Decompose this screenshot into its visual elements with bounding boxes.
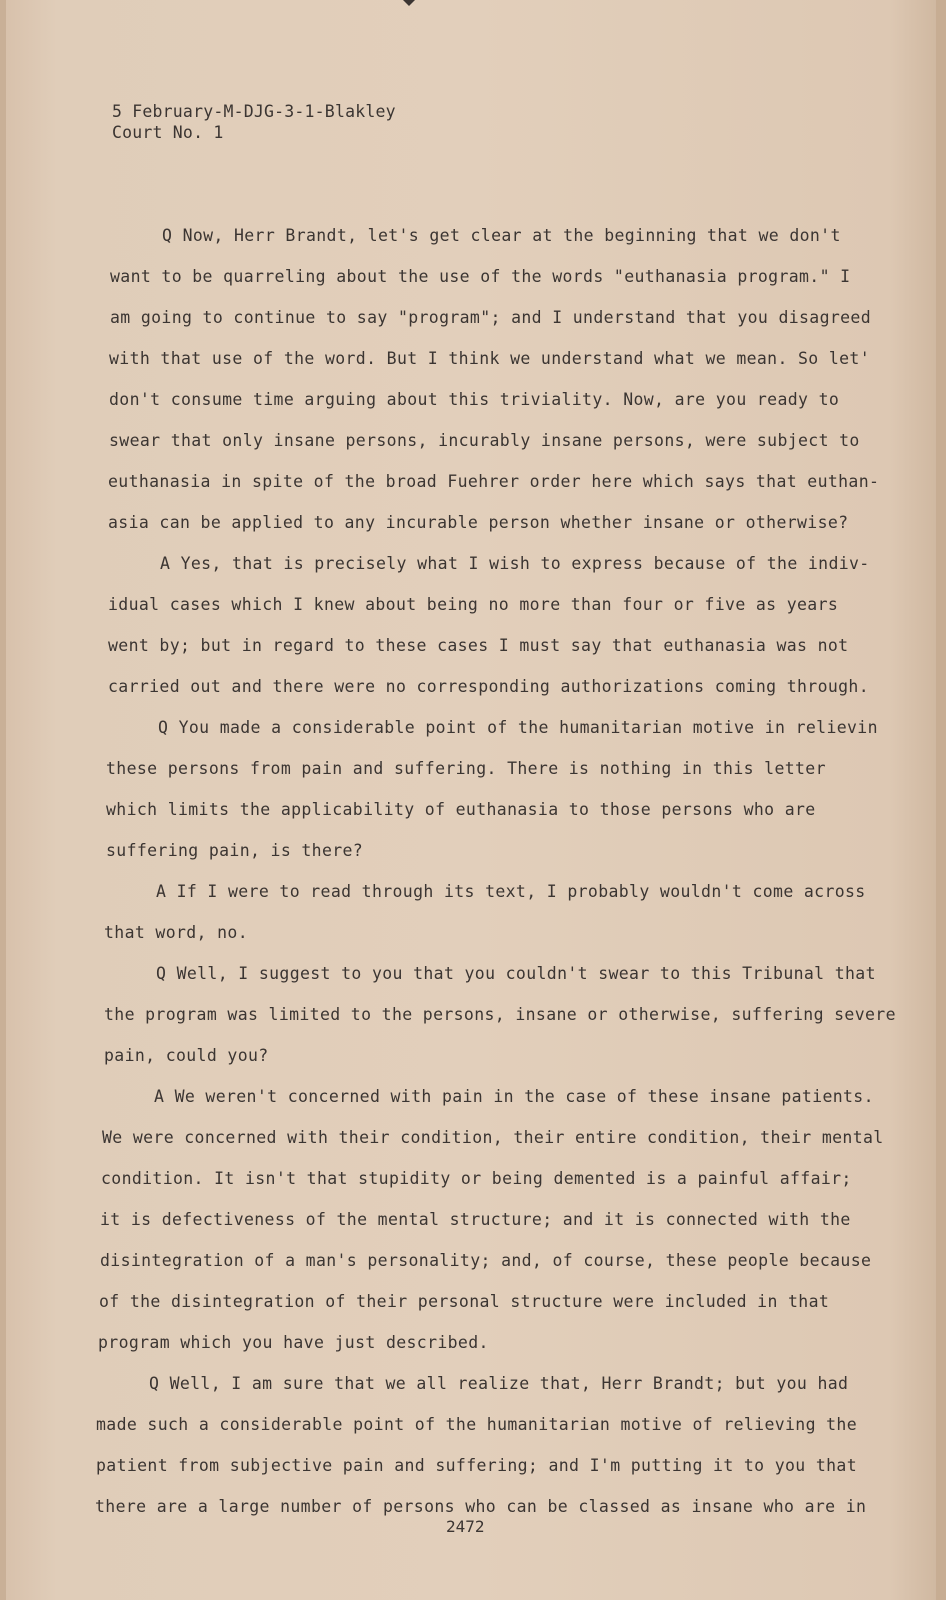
transcript-line: A We weren't concerned with pain in the case of these insane patients.	[154, 1087, 874, 1106]
transcript-line: swear that only insane persons, incurably insane persons, were subject to	[109, 431, 860, 450]
page-left-edge	[0, 0, 6, 1600]
transcript-line: euthanasia in spite of the broad Fuehrer order here which says that euthan-	[108, 472, 880, 491]
page-number: 2472	[446, 1517, 485, 1536]
transcript-line: A If I were to read through its text, I probably wouldn't come across	[156, 882, 866, 901]
transcript-line: don't consume time arguing about this triviality. Now, are you ready to	[109, 390, 840, 409]
transcript-line: suffering pain, is there?	[106, 841, 364, 860]
transcript-line: Q You made a considerable point of the humanitarian motive in relievin	[158, 718, 878, 737]
transcript-line: these persons from pain and suffering. There is nothing in this letter	[106, 759, 826, 778]
transcript-line: made such a considerable point of the humanitarian motive of relieving the	[96, 1415, 858, 1434]
transcript-line: Q Well, I am sure that we all realize that, Herr Brandt; but you had	[149, 1374, 849, 1393]
page-right-edge	[936, 0, 946, 1600]
transcript-line: program which you have just described.	[98, 1333, 489, 1352]
transcript-line: the program was limited to the persons, insane or otherwise, suffering severe	[104, 1005, 896, 1024]
transcript-line: there are a large number of persons who can be classed as insane who are in	[95, 1497, 867, 1516]
transcript-line: disintegration of a man's personality; and, of course, these people because	[100, 1251, 872, 1270]
transcript-line: Q Well, I suggest to you that you couldn't swear to this Tribunal that	[156, 964, 876, 983]
transcript-line: with that use of the word. But I think we understand what we mean. So let'	[109, 349, 871, 368]
top-notch-mark	[403, 0, 415, 6]
document-reference: 5 February-M-DJG-3-1-Blakley	[112, 102, 396, 121]
transcript-line: pain, could you?	[104, 1046, 269, 1065]
transcript-line: of the disintegration of their personal structure were included in that	[99, 1292, 830, 1311]
transcript-line: carried out and there were no corresponding authorizations coming through.	[108, 677, 870, 696]
transcript-line: condition. It isn't that stupidity or being demented is a painful affair;	[101, 1169, 852, 1188]
transcript-line: that word, no.	[104, 923, 248, 942]
transcript-line: idual cases which I knew about being no more than four or five as years	[108, 595, 839, 614]
transcript-line: patient from subjective pain and suffering; and I'm putting it to you that	[96, 1456, 858, 1475]
transcript-line: want to be quarreling about the use of the words "euthanasia program." I	[110, 267, 851, 286]
transcript-line: went by; but in regard to these cases I must say that euthanasia was not	[108, 636, 849, 655]
transcript-line: it is defectiveness of the mental structure; and it is connected with the	[100, 1210, 851, 1229]
transcript-line: asia can be applied to any incurable person whether insane or otherwise?	[108, 513, 849, 532]
transcript-line: which limits the applicability of euthanasia to those persons who are	[106, 800, 816, 819]
transcript-line: We were concerned with their condition, their entire condition, their mental	[102, 1128, 884, 1147]
court-number: Court No. 1	[112, 123, 224, 142]
transcript-line: am going to continue to say "program"; and I understand that you disagreed	[110, 308, 872, 327]
transcript-line: Q Now, Herr Brandt, let's get clear at the beginning that we don't	[162, 226, 841, 245]
transcript-line: A Yes, that is precisely what I wish to express because of the indiv-	[160, 554, 870, 573]
